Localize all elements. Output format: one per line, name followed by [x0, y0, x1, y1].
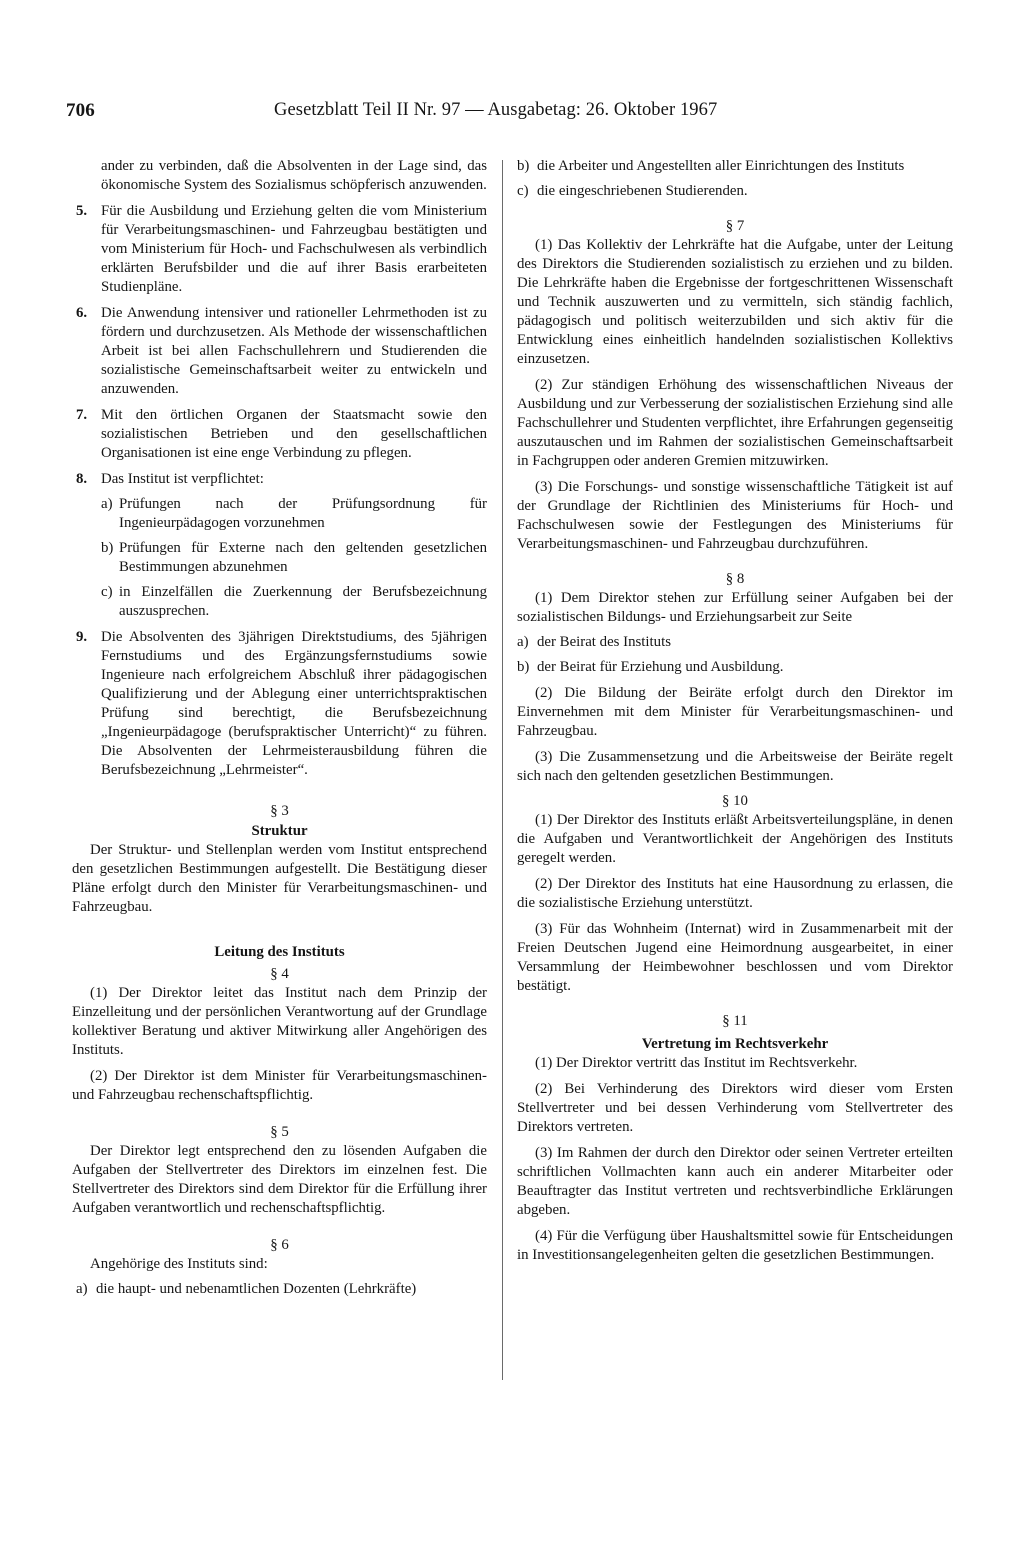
member-text: die haupt- und nebenamtlichen Dozenten (Lehrkräfte) [96, 1281, 417, 1297]
section-10-para-2: (2) Der Direktor des Instituts hat eine Hausordnung zu erlassen, die die sozialistische Erziehung unterstützt. [517, 876, 953, 911]
section-heading-3: § 3 [270, 803, 289, 819]
section-11-para-1: (1) Der Direktor vertritt das Institut im Rechtsverkehr. [535, 1055, 858, 1071]
list-item [72, 304, 487, 399]
sub-item-text: Prüfungen für Externe nach den geltenden gesetzlichen Bestimmungen abzunehmen [119, 540, 487, 575]
member-letter: c) [517, 183, 529, 199]
item-text: Für die Ausbildung und Erziehung gelten die vom Ministerium für Verarbeitungsmaschinen- und Fahrzeugbau bestätigten und vom Ministerium für Hoch- und Fachschulwesen als verbindlich erklärten Berufsbilder und die auf ihrer Basis erarbeiteten Studienpläne. [101, 203, 487, 295]
member-text: die Arbeiter und Angestellten aller Einrichtungen des Instituts [537, 158, 905, 174]
item-number: 5. [76, 203, 88, 219]
section-8-para-3: (3) Die Zusammensetzung und die Arbeitsweise der Beiräte regelt sich nach den geltenden gesetzlichen Bestimmungen. [517, 749, 953, 784]
section-11-para-2: (2) Bei Verhinderung des Direktors wird dieser vom Ersten Stellvertreter und bei dessen Verhinderung vom Stellvertreter des Direktors vertreten. [517, 1081, 953, 1135]
section-10-para-3: (3) Für das Wohnheim (Internat) wird in Zusammenarbeit mit der Freien Deutschen Jugend eine Heimordnung ausgearbeitet, in einer Versammlung der Heimbewohner beschlossen und vom Direktor bestätigt. [517, 921, 953, 994]
sub-item-letter: c) [101, 584, 113, 600]
section-8-para-2: (2) Die Bildung der Beiräte erfolgt durch den Direktor im Einvernehmen mit dem Minister für Verarbeitungsmaschinen- und Fahrzeugbau. [517, 685, 953, 739]
advisory-letter: b) [517, 659, 530, 675]
item-number: 8. [76, 471, 88, 487]
page-header [66, 100, 956, 128]
section-7-para-2: (2) Zur ständigen Erhöhung des wissenschaftlichen Niveaus der Ausbildung und zur Verbesserung der sozialistischen Erziehung sind alle Fachschullehrer und Studenten verpflichtet, ihre Erfahrungen gegenseitig auszutauschen und im Rahmen der sozialistischen Gemeinschaftsarbeit in Fachgruppen oder anderen Gremien mitzuwirken. [517, 377, 953, 469]
column-divider [502, 160, 503, 1380]
member-item [517, 182, 953, 201]
sub-item-text: Prüfungen nach der Prüfungsordnung für Ingenieurpädagogen vorzunehmen [119, 496, 487, 531]
sub-item-letter: a) [101, 496, 113, 512]
member-item [76, 1280, 487, 1299]
section-heading-7: § 7 [725, 218, 745, 234]
item-text: Das Institut ist verpflichtet: [101, 471, 264, 487]
list-item [72, 202, 487, 297]
section-title-struktur: Struktur [251, 823, 308, 839]
member-letter: b) [517, 158, 530, 174]
section-8-para-1: (1) Dem Direktor stehen zur Erfüllung seiner Aufgaben bei der sozialistischen Bildungs- und Erziehungsarbeit zur Seite [517, 590, 953, 625]
section-title-leitung: Leitung des Instituts [214, 944, 345, 960]
list-item [72, 406, 487, 463]
item-text: Die Absolventen des 3jährigen Direktstudiums, des 5jährigen Fernstudiums und des Ergänzungsfernstudiums sowie Ingenieure nach erfolgreichem Abschluß ihrer pädagogischen Qualifizierung und der Ablegung einer unterrichtspraktischen Prüfung sind berechtigt, die Berufsbezeichnung „Ingenieurpädagoge (berufspraktischer Unterricht)“ zu führen. Die Absolventen der Lehrmeisterausbildung führen die Berufsbezeichnung „Lehrmeister“. [101, 629, 487, 778]
section-heading-4: § 4 [270, 966, 289, 982]
advisory-text: der Beirat des Instituts [537, 634, 671, 650]
left-column [72, 157, 487, 1299]
section-10-para-1: (1) Der Direktor des Instituts erläßt Arbeitsverteilungspläne, in denen die Aufgaben und Verantwortlichkeit der Angehörigen des Instituts geregelt werden. [517, 812, 953, 866]
section-5-text: Der Direktor legt entsprechend den zu lösenden Aufgaben die Aufgaben der Stellvertreter des Direktors im einzelnen fest. Die Stellvertreter des Direktors sind dem Direktor für die Erfüllung ihrer Aufgaben verantwortlich und rechenschaftspflichtig. [72, 1143, 487, 1216]
gazette-title: Gesetzblatt Teil II Nr. 97 — Ausgabetag: 26. Oktober 1967 [274, 100, 718, 120]
item-number: 9. [76, 629, 88, 645]
section-11-para-4: (4) Für die Verfügung über Haushaltsmittel sowie für Entscheidungen in Investitionsangelegenheiten gelten die gesetzlichen Bestimmungen. [517, 1228, 953, 1263]
section-7-para-1: (1) Das Kollektiv der Lehrkräfte hat die Aufgabe, unter der Leitung des Direktors die Studierenden sozialistisch zu erziehen und zu bilden. Die Lehrkräfte haben die Ergebnisse der fortgeschrittenen Wissenschaft und Technik auszuwerten und zu vermitteln, sich ständig fachlich, pädagogisch und politisch weiterzubilden und sich aktiv für die Entwicklung eines einheitlich handelnden sozialistischen Kollektivs einzusetzen. [517, 237, 953, 367]
section-4-para-2: (2) Der Direktor ist dem Minister für Verarbeitungsmaschinen- und Fahrzeugbau rechenschaftspflichtig. [72, 1068, 487, 1103]
sub-item-text: in Einzelfällen die Zuerkennung der Berufsbezeichnung auszusprechen. [119, 584, 487, 619]
section-7-para-3: (3) Die Forschungs- und sonstige wissenschaftliche Tätigkeit ist auf der Grundlage der Richtlinien des Ministeriums für Hoch- und Fachschulwesen sowie der Festlegungen des Ministeriums für Verarbeitungsmaschinen- und Fahrzeugbau durchzuführen. [517, 479, 953, 552]
advisory-item [517, 633, 953, 652]
advisory-text: der Beirat für Erziehung und Ausbildung. [537, 659, 784, 675]
sub-list-item [72, 539, 487, 577]
member-letter: a) [76, 1281, 88, 1297]
section-heading-8: § 8 [725, 571, 745, 587]
section-3-text: Der Struktur- und Stellenplan werden vom Institut entsprechend den gesetzlichen Bestimmungen aufgestellt. Die Bestätigung dieser Pläne erfolgt durch den Minister für Verarbeitungsmaschinen- und Fahrzeugbau. [72, 842, 487, 915]
section-heading-11: § 11 [722, 1013, 748, 1029]
sub-list-item [72, 495, 487, 533]
intro-paragraph: ander zu verbinden, daß die Absolventen in der Lage sind, das ökonomische System des Sozialismus schöpferisch anzuwenden. [101, 158, 487, 193]
item-text: Mit den örtlichen Organen der Staatsmacht sowie den sozialistischen Betrieben und den gesellschaftlichen Organisationen ist eine enge Verbindung zu pflegen. [101, 407, 487, 461]
item-text: Die Anwendung intensiver und rationeller Lehrmethoden ist zu fördern und durchzusetzen. Als Methode der wissenschaftlichen Arbeit ist bei allen Fachschullehrern und Studierenden die sozialistische Gemeinschaftsarbeit weiter zu entwickeln und anzuwenden. [101, 305, 487, 397]
section-heading-6: § 6 [270, 1237, 289, 1253]
section-title-vertretung: Vertretung im Rechtsverkehr [641, 1036, 829, 1052]
list-item [72, 628, 487, 780]
list-item [72, 470, 487, 489]
advisory-letter: a) [517, 634, 529, 650]
item-number: 6. [76, 305, 88, 321]
sub-list-item [72, 583, 487, 621]
section-4-para-1: (1) Der Direktor leitet das Institut nach dem Prinzip der Einzelleitung und der persönlichen Verantwortung auf der Grundlage kollektiver Beratung und aktiver Mitwirkung aller Angehörigen des Instituts. [72, 985, 487, 1058]
sub-item-letter: b) [101, 540, 114, 556]
section-11-para-3: (3) Im Rahmen der durch den Direktor oder seinen Vertreter erteilten schriftlichen Vollmachten kann auch ein anderer Mitarbeiter oder Beauftragter das Institut vertreten und rechtsverbindliche Erklärungen abgeben. [517, 1145, 953, 1218]
member-text: die eingeschriebenen Studierenden. [537, 183, 748, 199]
item-number: 7. [76, 407, 88, 423]
section-6-intro: Angehörige des Instituts sind: [90, 1256, 268, 1272]
section-heading-10: § 10 [722, 793, 748, 809]
section-heading-5: § 5 [270, 1124, 289, 1140]
page-number: 706 [66, 100, 95, 121]
member-item [517, 157, 953, 176]
right-column [517, 157, 953, 1265]
advisory-item [517, 658, 953, 677]
